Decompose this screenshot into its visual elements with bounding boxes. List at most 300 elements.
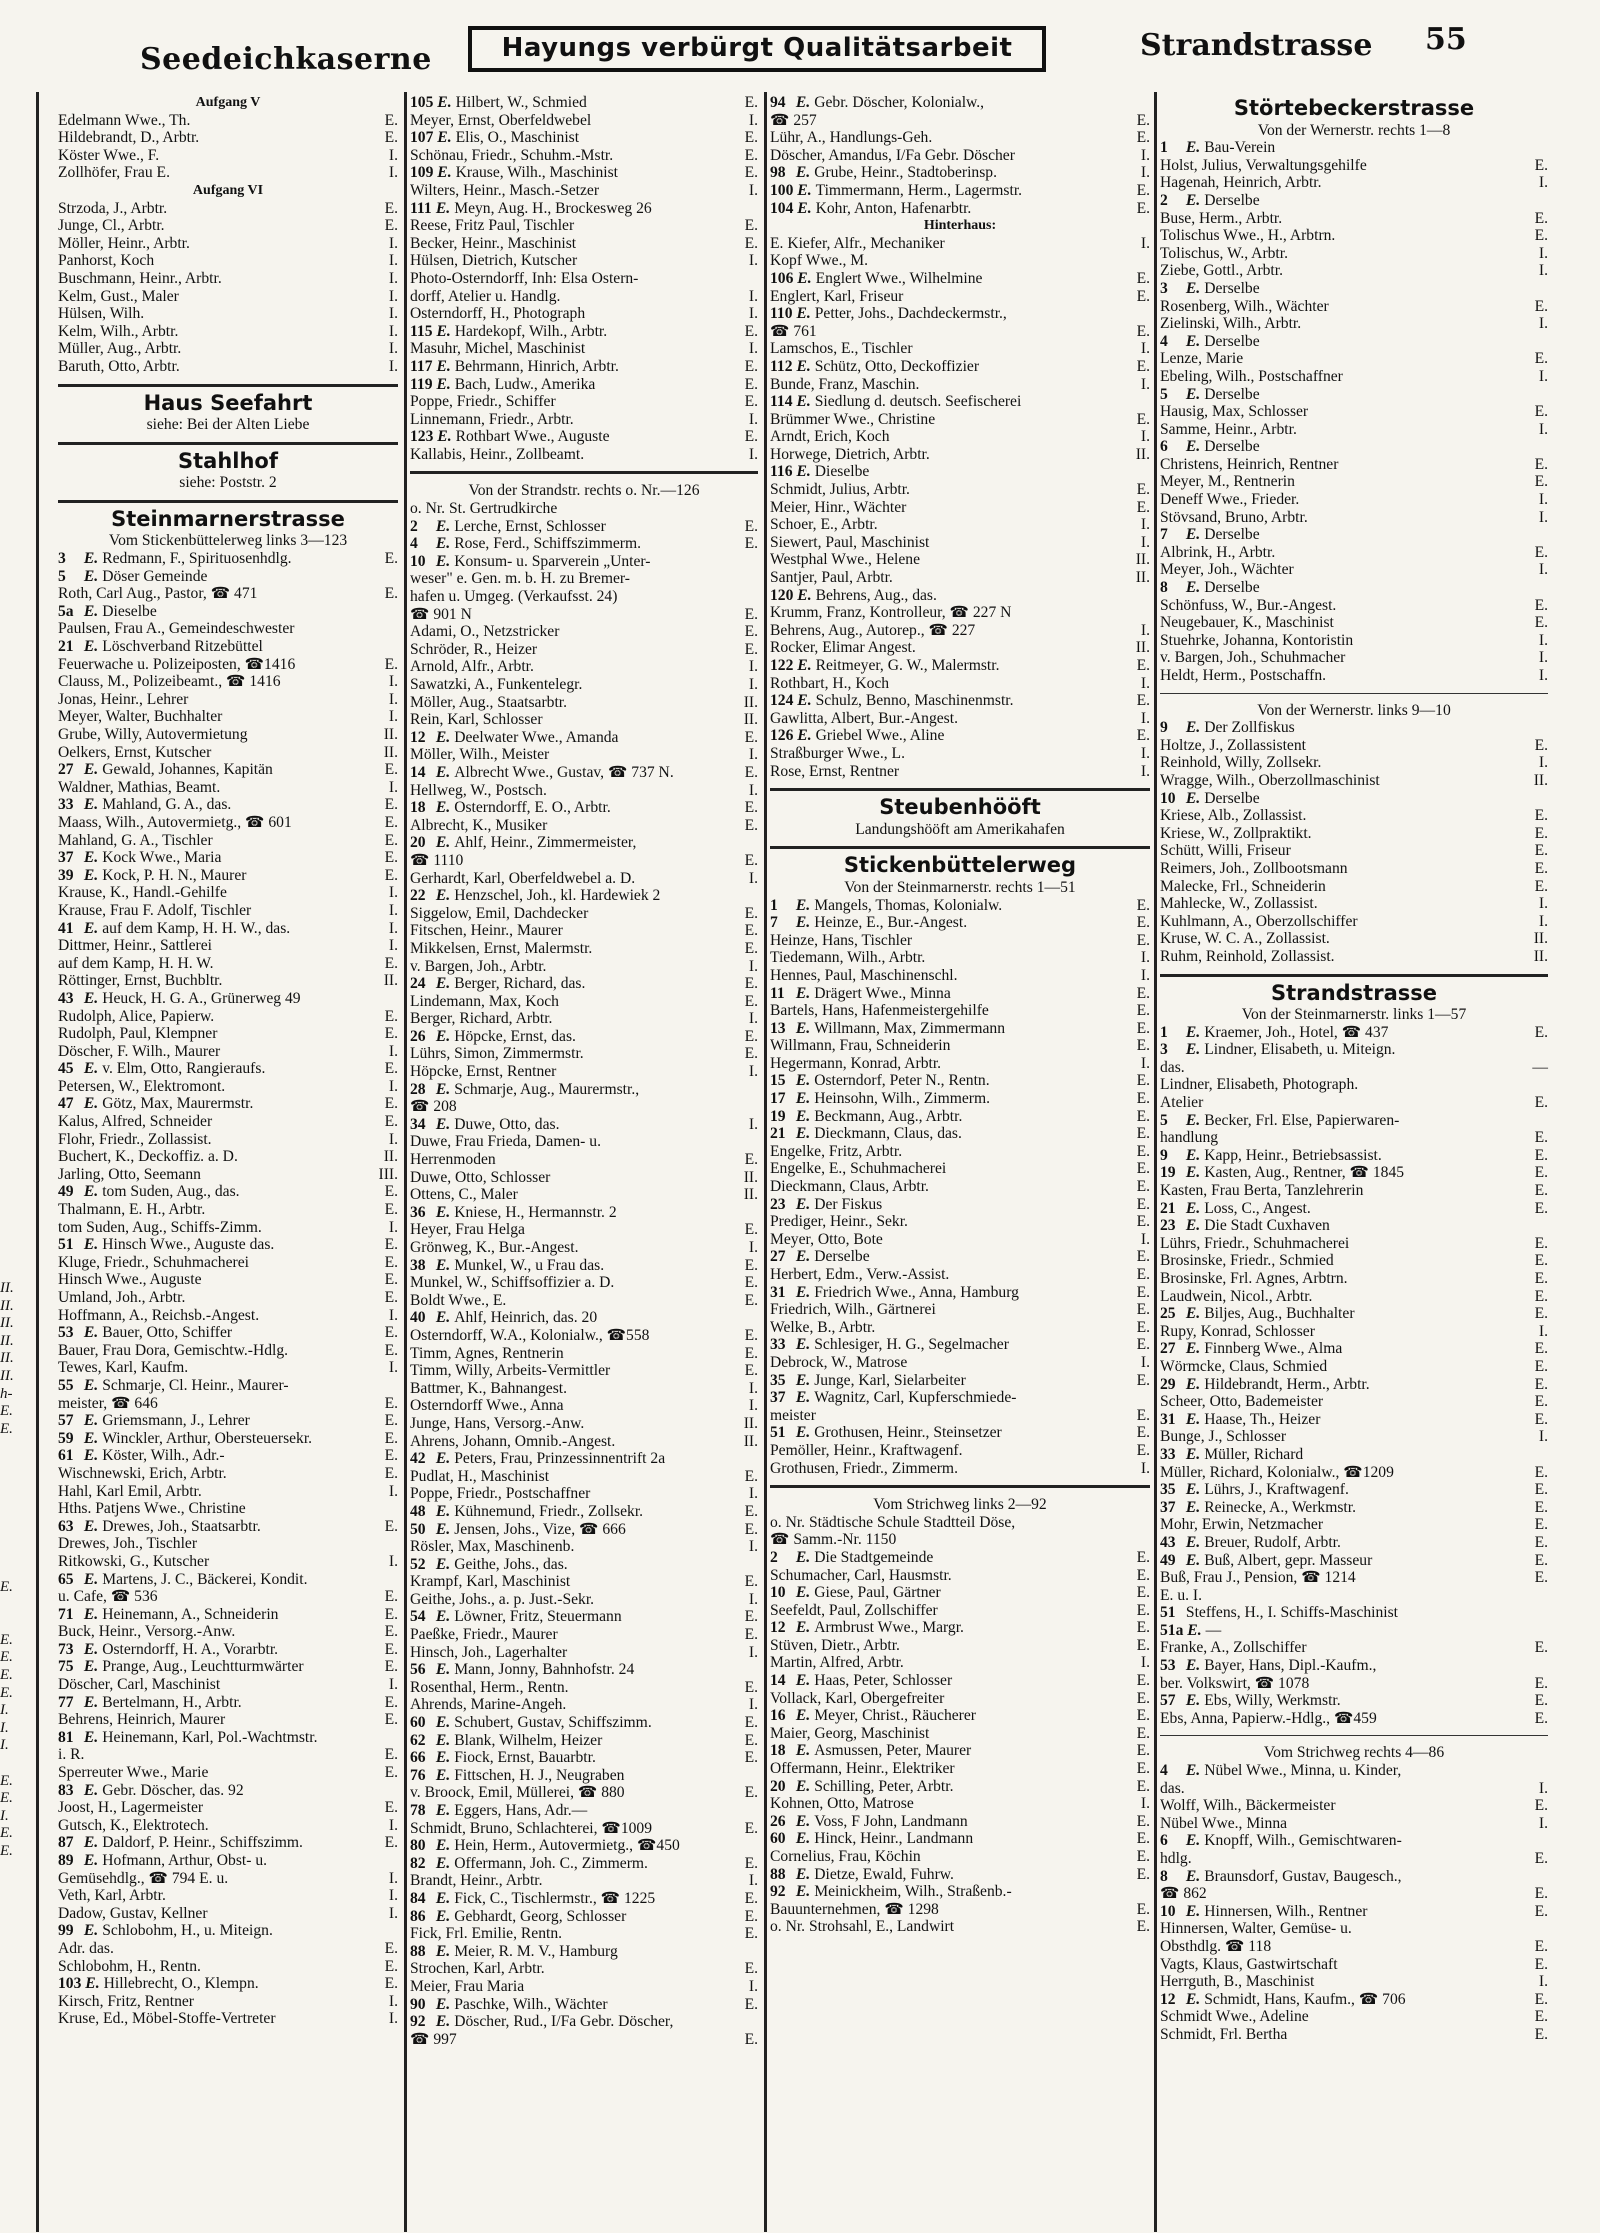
resident-text: Dieselbe	[102, 602, 157, 620]
resident-text: Wolff, Wilh., Bäckermeister	[1160, 1797, 1336, 1815]
floor-code: I.	[388, 1869, 398, 1887]
house-number: 6	[1160, 1832, 1168, 1850]
owner-marker: E.	[83, 602, 99, 620]
section-divider	[58, 442, 398, 445]
house-number: 106	[770, 269, 794, 287]
floor-code: E.	[744, 164, 758, 182]
directory-entry	[770, 1213, 1150, 1231]
house-number: 115	[410, 322, 433, 340]
owner-marker: E.	[83, 989, 99, 1007]
owner-marker: E.	[795, 1072, 811, 1090]
directory-entry	[410, 905, 758, 923]
directory-entry	[1160, 1938, 1548, 1956]
directory-entry	[58, 884, 398, 902]
directory-entry	[1160, 1692, 1548, 1710]
directory-entry	[770, 1354, 1150, 1372]
resident-text: Drewes, Joh., Staatsarbtr.	[102, 1517, 261, 1535]
directory-entry	[1160, 1024, 1548, 1042]
floor-code: E.	[384, 1007, 398, 1025]
directory-entry	[770, 182, 1150, 200]
directory-entry	[1160, 790, 1548, 808]
floor-code: E.	[1136, 357, 1150, 375]
floor-code: E.	[1136, 1548, 1150, 1566]
floor-code: E.	[744, 763, 758, 781]
directory-entry	[410, 1415, 758, 1433]
floor-code: E.	[384, 1605, 398, 1623]
margin-mark	[0, 1509, 20, 1527]
house-number: 100	[770, 181, 794, 199]
floor-code: E.	[744, 1502, 758, 1520]
house-number: 66	[410, 1749, 426, 1767]
resident-text: Mahlecke, W., Zollassist.	[1160, 895, 1318, 913]
floor-code: I.	[1538, 754, 1548, 772]
floor-code: E.	[384, 1394, 398, 1412]
section-divider	[410, 471, 758, 474]
margin-mark: E.	[0, 1649, 13, 1666]
floor-code: I.	[388, 1904, 398, 1922]
resident-text: Schmidt, Frl. Bertha	[1160, 2025, 1288, 2043]
directory-entry	[410, 1309, 758, 1327]
directory-entry	[410, 1608, 758, 1626]
resident-text: Atelier	[1160, 1094, 1204, 1112]
floor-code: E.	[1136, 1283, 1150, 1301]
resident-text: Asmussen, Peter, Maurer	[814, 1742, 972, 1760]
owner-marker: E.	[83, 866, 99, 884]
directory-entry	[770, 446, 1150, 464]
house-number: 16	[770, 1707, 786, 1725]
house-number: 90	[410, 1995, 426, 2013]
owner-marker: E.	[1185, 1041, 1201, 1059]
directory-entry	[410, 1433, 758, 1451]
resident-text: Mahland, G. A., das.	[102, 796, 232, 814]
directory-entry	[1160, 438, 1548, 456]
resident-text: Stüven, Dietr., Arbtr.	[770, 1636, 900, 1654]
margin-mark: h-	[0, 1385, 13, 1402]
house-number: 61	[58, 1447, 74, 1465]
house-number: 47	[58, 1095, 74, 1113]
floor-code: E.	[1136, 1213, 1150, 1231]
floor-code: E.	[1534, 1287, 1548, 1305]
resident-text: das.	[1160, 1058, 1185, 1076]
owner-marker: E.	[83, 1922, 99, 1940]
resident-text: Gebhardt, Georg, Schlosser	[454, 1907, 627, 1925]
directory-entry	[410, 2013, 758, 2031]
owner-marker: E.	[435, 2013, 451, 2031]
directory-entry	[1160, 1850, 1548, 1868]
owner-marker: E.	[1185, 1164, 1201, 1182]
floor-code: I.	[388, 1130, 398, 1148]
owner-marker: E.	[1185, 191, 1201, 209]
house-number: 7	[1160, 526, 1168, 544]
owner-marker: E.	[435, 887, 451, 905]
directory-entry	[1160, 368, 1548, 386]
floor-code: E.	[1534, 1357, 1548, 1375]
floor-code: E.	[1534, 227, 1548, 245]
directory-column-4	[1160, 94, 1548, 2044]
column-divider	[1154, 92, 1157, 2232]
resident-text: Heinemann, Karl, Pol.-Wachtmstr.	[102, 1728, 318, 1746]
owner-marker: E.	[83, 1781, 99, 1799]
directory-entry	[1160, 491, 1548, 509]
directory-entry	[410, 641, 758, 659]
resident-text: Lindner, Elisabeth, u. Miteign.	[1204, 1041, 1396, 1059]
house-number: 98	[770, 164, 786, 182]
directory-entry	[770, 1090, 1150, 1108]
house-number: 27	[1160, 1340, 1176, 1358]
resident-text: Drewes, Joh., Tischler	[58, 1535, 198, 1553]
directory-entry	[58, 1799, 398, 1817]
directory-entry	[770, 569, 1150, 587]
floor-code: I.	[1140, 949, 1150, 967]
directory-entry	[58, 1465, 398, 1483]
resident-text: Petter, Johs., Dachdeckermstr.,	[814, 305, 1007, 323]
floor-code: E.	[1136, 1566, 1150, 1584]
section-divider	[770, 846, 1150, 849]
resident-text: Ahlf, Heinrich, das. 20	[454, 1309, 598, 1327]
directory-entry	[410, 940, 758, 958]
street-note: Landungshööft am Amerikahafen	[855, 820, 1065, 838]
resident-text: Schmidt, Hans, Kaufm., ☎ 706	[1204, 1990, 1406, 2008]
directory-entry	[770, 428, 1150, 446]
owner-marker: E.	[795, 1336, 811, 1354]
house-number: 26	[770, 1812, 786, 1830]
floor-code: II.	[383, 972, 398, 990]
directory-entry	[58, 1412, 398, 1430]
floor-code: I.	[388, 1992, 398, 2010]
owner-marker: E.	[795, 1584, 811, 1602]
directory-entry	[1160, 350, 1548, 368]
directory-entry	[410, 1978, 758, 1996]
resident-text: v. Bargen, Joh., Schuhmacher	[1160, 649, 1346, 667]
floor-code: II.	[383, 726, 398, 743]
floor-code: E.	[1136, 498, 1150, 516]
floor-code: E.	[384, 585, 398, 603]
floor-code: I.	[1538, 491, 1548, 509]
directory-entry	[1160, 1903, 1548, 1921]
owner-marker: E.	[1185, 1146, 1201, 1164]
directory-entry	[770, 393, 1150, 411]
resident-text: Jensen, Johs., Vize, ☎ 666	[454, 1520, 626, 1538]
house-number: 78	[410, 1802, 426, 1819]
resident-text: Timm, Willy, Arbeits-Vermittler	[410, 1362, 611, 1380]
house-number: 51	[770, 1424, 786, 1442]
resident-text: Prediger, Heinr., Sekr.	[770, 1213, 908, 1231]
directory-entry	[1160, 1868, 1548, 1886]
floor-code: I.	[1140, 1353, 1150, 1371]
directory-entry	[770, 129, 1150, 147]
directory-entry	[410, 834, 758, 852]
owner-marker: E.	[1185, 1481, 1201, 1499]
directory-entry	[1160, 1270, 1548, 1288]
resident-text: Bartels, Hans, Hafenmeistergehilfe	[770, 1002, 989, 1020]
directory-entry	[1160, 1358, 1548, 1376]
floor-code: E.	[1136, 1266, 1150, 1283]
resident-text: Martin, Alfred, Arbtr.	[770, 1654, 904, 1672]
floor-code: II.	[1135, 639, 1150, 657]
owner-marker: E.	[1185, 1445, 1201, 1463]
directory-entry	[58, 1518, 398, 1536]
resident-text: Derselbe	[814, 1248, 870, 1266]
floor-code: E.	[1136, 1707, 1150, 1725]
resident-text: Timm, Agnes, Rentnerin	[410, 1344, 564, 1362]
floor-code: I.	[1538, 1428, 1548, 1446]
resident-text: Martens, J. C., Bäckerei, Kondit.	[102, 1570, 308, 1588]
resident-text: Deneff Wwe., Frieder.	[1160, 491, 1300, 509]
owner-marker: E.	[796, 305, 811, 323]
floor-code: I.	[1140, 516, 1150, 534]
directory-entry	[410, 1028, 758, 1046]
directory-entry	[1160, 1393, 1548, 1411]
directory-entry	[58, 620, 398, 638]
floor-code: E.	[1136, 1584, 1150, 1602]
resident-text: Kasten, Frau Berta, Tanzlehrerin	[1160, 1182, 1364, 1200]
floor-code: I.	[1140, 340, 1150, 358]
directory-entry	[410, 1749, 758, 1767]
floor-code: E.	[1534, 1129, 1548, 1147]
owner-marker: E.	[1187, 1621, 1202, 1639]
house-number: 92	[770, 1883, 786, 1901]
floor-code: I.	[1538, 912, 1548, 930]
house-number: 10	[770, 1584, 786, 1602]
resident-text: Baruth, Otto, Arbtr.	[58, 357, 180, 375]
directory-entry	[1160, 1288, 1548, 1306]
resident-text: Petersen, W., Elektromont.	[58, 1077, 226, 1095]
house-number: 23	[1160, 1217, 1176, 1235]
resident-text: Reese, Fritz Paul, Tischler	[410, 217, 575, 235]
floor-code: E.	[1534, 842, 1548, 860]
directory-entry	[58, 1676, 398, 1694]
resident-text: Fitschen, Heinr., Maurer	[410, 922, 563, 940]
floor-code: E.	[1534, 1937, 1548, 1955]
resident-text: Obsthdlg. ☎ 118	[1160, 1937, 1272, 1955]
directory-entry	[770, 1108, 1150, 1126]
resident-text: Dieckmann, Claus, Arbtr.	[770, 1178, 929, 1196]
directory-entry	[1160, 421, 1548, 439]
directory-entry	[58, 1817, 398, 1835]
house-number: 9	[1160, 1146, 1168, 1164]
resident-text: Panhorst, Koch	[58, 252, 155, 270]
resident-text: ☎ 257	[770, 111, 817, 129]
resident-text: Paeßke, Friedr., Maurer	[410, 1626, 558, 1644]
resident-text: Derselbe	[1204, 789, 1260, 807]
directory-entry	[410, 1908, 758, 1926]
directory-entry	[1160, 930, 1548, 948]
resident-text: Meyer, M., Rentnerin	[1160, 473, 1295, 491]
floor-code: II.	[743, 693, 758, 711]
directory-entry	[58, 972, 398, 990]
resident-text: ☎ 862	[1160, 1885, 1207, 1903]
directory-entry	[58, 1359, 398, 1377]
owner-marker: E.	[435, 1027, 451, 1045]
resident-text: Brosinske, Frl. Agnes, Arbtrn.	[1160, 1270, 1348, 1287]
directory-entry	[770, 305, 1150, 323]
resident-text: Mohr, Erwin, Netzmacher	[1160, 1516, 1324, 1534]
resident-text: Grönweg, K., Bur.-Angest.	[410, 1239, 579, 1256]
directory-entry	[410, 235, 758, 253]
house-number: 77	[58, 1693, 74, 1711]
directory-entry	[770, 1567, 1150, 1585]
resident-text: Thalmann, E. H., Arbtr.	[58, 1201, 206, 1219]
street-direction: Von der Steinmarnerstr. links 1—57	[1241, 1006, 1467, 1024]
house-number: 4	[410, 535, 418, 553]
owner-marker: E.	[435, 1942, 451, 1960]
resident-text: Schlobohm, H., Rentn.	[58, 1957, 201, 1975]
floor-code: E.	[384, 1711, 398, 1729]
floor-code: E.	[1136, 984, 1150, 1002]
directory-entry	[410, 1960, 758, 1978]
resident-text: Rudolph, Alice, Papierw.	[58, 1007, 215, 1025]
owner-marker: E.	[1185, 1657, 1201, 1675]
floor-code: —	[1532, 1058, 1548, 1076]
street-note: siehe: Bei der Alten Liebe	[146, 416, 310, 434]
directory-entry	[410, 1397, 758, 1415]
directory-entry	[58, 550, 398, 568]
directory-entry	[1160, 456, 1548, 474]
resident-text: Behrens, Aug., das.	[815, 586, 937, 604]
resident-text: Hülsen, Wilh.	[58, 305, 145, 323]
house-number: 5	[1160, 1111, 1168, 1129]
floor-code: I.	[748, 1063, 758, 1081]
resident-text: Der Zollfiskus	[1204, 719, 1295, 737]
floor-code: E.	[1136, 1601, 1150, 1619]
resident-text: Meyer, Ernst, Oberfeldwebel	[410, 111, 592, 129]
owner-marker: E.	[83, 1517, 99, 1535]
owner-marker: E.	[435, 1802, 451, 1819]
directory-entry	[1160, 1832, 1548, 1850]
directory-entry	[58, 164, 398, 182]
resident-text: Hülsen, Dietrich, Kutscher	[410, 252, 578, 270]
resident-text: Berger, Richard, das.	[454, 975, 586, 993]
floor-code: I.	[388, 1218, 398, 1236]
owner-marker: E.	[435, 975, 451, 993]
resident-text: Munkel, W., Schiffsoffizier a. D.	[410, 1274, 615, 1292]
resident-text: Englert, Karl, Friseur	[770, 287, 904, 305]
floor-code: I.	[388, 2010, 398, 2028]
floor-code: E.	[384, 1183, 398, 1201]
resident-text: Roth, Carl Aug., Pastor, ☎ 471	[58, 585, 258, 603]
directory-entry	[770, 1072, 1150, 1090]
floor-code: E.	[744, 799, 758, 817]
directory-entry	[1160, 1499, 1548, 1517]
floor-code: E.	[1136, 1689, 1150, 1707]
resident-text: Ritkowski, G., Kutscher	[58, 1552, 210, 1570]
directory-entry	[410, 217, 758, 235]
directory-entry	[1160, 139, 1548, 157]
owner-marker: E.	[435, 1309, 451, 1327]
house-number: 104	[770, 199, 794, 217]
resident-text: Ruhm, Reinhold, Zollassist.	[1160, 947, 1335, 965]
directory-entry	[1160, 1340, 1548, 1358]
resident-text: Lenze, Marie	[1160, 350, 1244, 368]
resident-text: Maier, Georg, Maschinist	[770, 1724, 930, 1742]
directory-entry	[58, 1060, 398, 1078]
resident-text: Poppe, Friedr., Postschaffner	[410, 1485, 591, 1503]
resident-text: Lührs, J., Kraftwagenf.	[1204, 1481, 1349, 1499]
floor-code: E.	[1136, 1301, 1150, 1319]
directory-entry	[770, 1196, 1150, 1214]
resident-text: Heinze, E., Bur.-Angest.	[814, 914, 968, 932]
resident-text: ☎ 901 N	[410, 605, 472, 623]
directory-entry	[1160, 1129, 1548, 1147]
directory-entry	[58, 1377, 398, 1395]
directory-entry	[770, 1442, 1150, 1460]
owner-marker: E.	[83, 1447, 99, 1465]
resident-text: Fittschen, H. J., Neugraben	[454, 1766, 625, 1784]
floor-code: E.	[384, 1623, 398, 1641]
floor-code: E.	[744, 1291, 758, 1309]
resident-text: Steffens, H., I. Schiffs-Maschinist	[1185, 1604, 1398, 1622]
resident-text: Höpcke, Ernst, das.	[454, 1027, 576, 1045]
resident-text: Buschmann, Heinr., Arbtr.	[58, 269, 222, 287]
directory-entry	[770, 1143, 1150, 1161]
owner-marker: E.	[796, 393, 811, 411]
street-direction: Vom Strichweg links 2—92	[873, 1496, 1047, 1514]
floor-code: I.	[1538, 367, 1548, 385]
owner-marker: E.	[1185, 1410, 1201, 1428]
directory-entry	[410, 958, 758, 976]
resident-text: Meyn, Aug. H., Brockesweg 26	[454, 199, 652, 217]
directory-entry	[770, 1725, 1150, 1743]
floor-code: E.	[744, 129, 758, 147]
house-number: 63	[58, 1517, 74, 1535]
floor-code: E.	[1136, 1777, 1150, 1795]
house-number: 37	[58, 849, 74, 867]
directory-entry	[770, 340, 1150, 358]
resident-text: E. Kiefer, Alfr., Mechaniker	[770, 234, 945, 252]
house-number: 87	[58, 1834, 74, 1852]
resident-text: Friedrich, Wilh., Gärtnerei	[770, 1301, 936, 1319]
resident-text: Albrecht Wwe., Gustav, ☎ 737 N.	[454, 763, 674, 781]
floor-code: E.	[1136, 1830, 1150, 1848]
resident-text: Stuehrke, Johanna, Kontoristin	[1160, 631, 1354, 649]
resident-text: Jonas, Heinr., Lehrer	[58, 690, 189, 708]
floor-code: E.	[744, 992, 758, 1010]
floor-code: I.	[388, 1359, 398, 1377]
directory-entry	[410, 1362, 758, 1380]
floor-code: I.	[748, 1379, 758, 1397]
owner-marker: E.	[437, 129, 452, 147]
owner-marker: E.	[83, 1834, 99, 1852]
house-number: 110	[770, 305, 793, 323]
directory-entry	[770, 376, 1150, 394]
floor-code: E.	[1136, 1918, 1150, 1936]
directory-entry	[1160, 386, 1548, 404]
owner-marker: E.	[795, 1125, 811, 1143]
resident-text: Sawatzki, A., Funkentelegr.	[410, 676, 583, 693]
owner-marker: E.	[795, 1777, 811, 1795]
directory-entry	[1160, 526, 1548, 544]
floor-code: E.	[384, 1975, 398, 1993]
owner-marker: E.	[83, 567, 99, 585]
resident-text: Knopff, Wilh., Gemischtwaren-	[1204, 1832, 1402, 1850]
directory-entry	[410, 94, 758, 112]
directory-entry	[1160, 1147, 1548, 1165]
directory-entry	[1160, 632, 1548, 650]
directory-entry	[58, 1395, 398, 1413]
resident-text: Loss, C., Angest.	[1204, 1199, 1311, 1217]
owner-marker: E.	[795, 1090, 811, 1108]
resident-text: Derselbe	[1204, 526, 1260, 544]
resident-text: Derselbe	[1204, 579, 1260, 597]
resident-text: Fick, C., Tischlermstr., ☎ 1225	[454, 1889, 656, 1907]
house-number: 27	[58, 761, 74, 779]
floor-code: E.	[384, 813, 398, 831]
floor-code: E.	[384, 866, 398, 884]
resident-text: Tiedemann, Wilh., Arbtr.	[770, 949, 926, 967]
owner-marker: E.	[795, 1812, 811, 1830]
floor-code: E.	[384, 796, 398, 814]
resident-text: Meyer, Christ., Räucherer	[814, 1707, 976, 1725]
